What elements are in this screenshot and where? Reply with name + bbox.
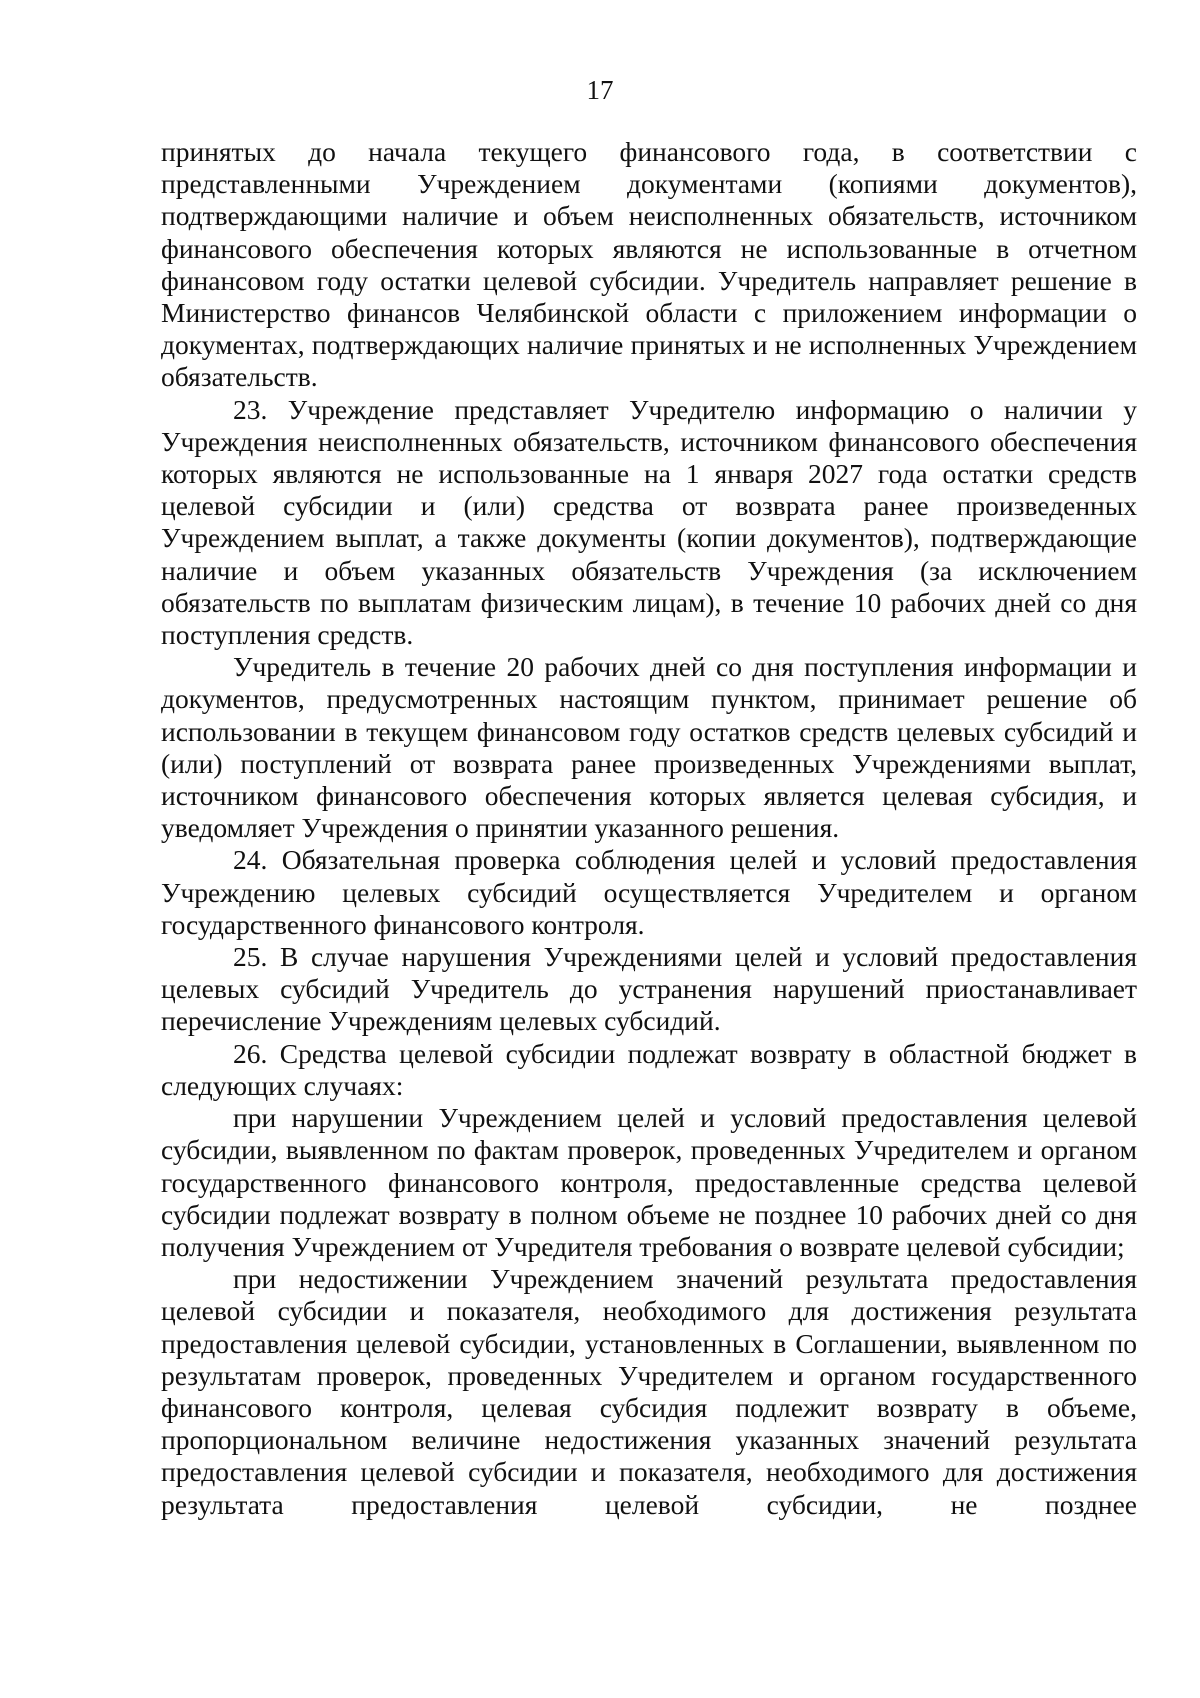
paragraph-item-26: 26. Средства целевой субсидии подлежат возврату в областной бюджет в следующих случаях: [161,1037,1137,1101]
page-number: 17 [586,75,614,105]
paragraph-item-23-decision: Учредитель в течение 20 рабочих дней со дня поступления информации и документов, предусмотренных настоящим пунктом, принимает решение об использовании в текущем финансовом году остатков средств целевых субсидий и (или) поступлений от возврата ранее произведенных Учреждениями выплат, источником финансового обеспечения которых является целевая субсидия, и уведомляет Учреждения о принятии указанного решения. [161,651,1137,844]
paragraph-item-23: 23. Учреждение представляет Учредителю информацию о наличии у Учреждения неисполненных обязательств, источником финансового обеспечения которых являются не использованные на 1 января 2027 года остатки средств целевой субсидии и (или) средства от возврата ранее произведенных Учреждением выплат, а также документы (копии документов), подтверждающие наличие и объем указанных обязательств Учреждения (за исключением обязательств по выплатам физическим лицам), в течение 10 рабочих дней со дня поступления средств. [161,393,1137,651]
paragraph-case-not-achieved: при недостижении Учреждением значений результата предоставления целевой субсидии и показателя, необходимого для достижения результата предоставления целевой субсидии, установленных в Соглашении, выявленном по результатам проверок, проведенных Учредителем и органом государственного финансового контроля, целевая субсидия подлежит возврату в объеме, пропорциональном величине недостижения указанных значений результата предоставления целевой субсидии и показателя, необходимого для достижения результата предоставления целевой субсидии, не позднее [161,1263,1137,1520]
paragraph-continuation: принятых до начала текущего финансового года, в соответствии с представленными Учреждением документами (копиями документов), подтверждающими наличие и объем неисполненных обязательств, источником финансового обеспечения которых являются не использованные в отчетном финансовом году остатки целевой субсидии. Учредитель направляет решение в Министерство финансов Челябинской области с приложением информации о документах, подтверждающих наличие принятых и не исполненных Учреждением обязательств. [161,136,1137,393]
paragraph-item-24: 24. Обязательная проверка соблюдения целей и условий предоставления Учреждению целевых субсидий осуществляется Учредителем и органом государственного финансового контроля. [161,844,1137,940]
document-body [161,136,1137,1521]
paragraph-case-violation: при нарушении Учреждением целей и условий предоставления целевой субсидии, выявленном по фактам проверок, проведенных Учредителем и органом государственного финансового контроля, предоставленные средства целевой субсидии подлежат возврату в полном объеме не позднее 10 рабочих дней со дня получения Учреждением от Учредителя требования о возврате целевой субсидии; [161,1102,1137,1262]
paragraph-item-25: 25. В случае нарушения Учреждениями целей и условий предоставления целевых субсидий Учредитель до устранения нарушений приостанавливает перечисление Учреждениям целевых субсидий. [161,941,1137,1037]
